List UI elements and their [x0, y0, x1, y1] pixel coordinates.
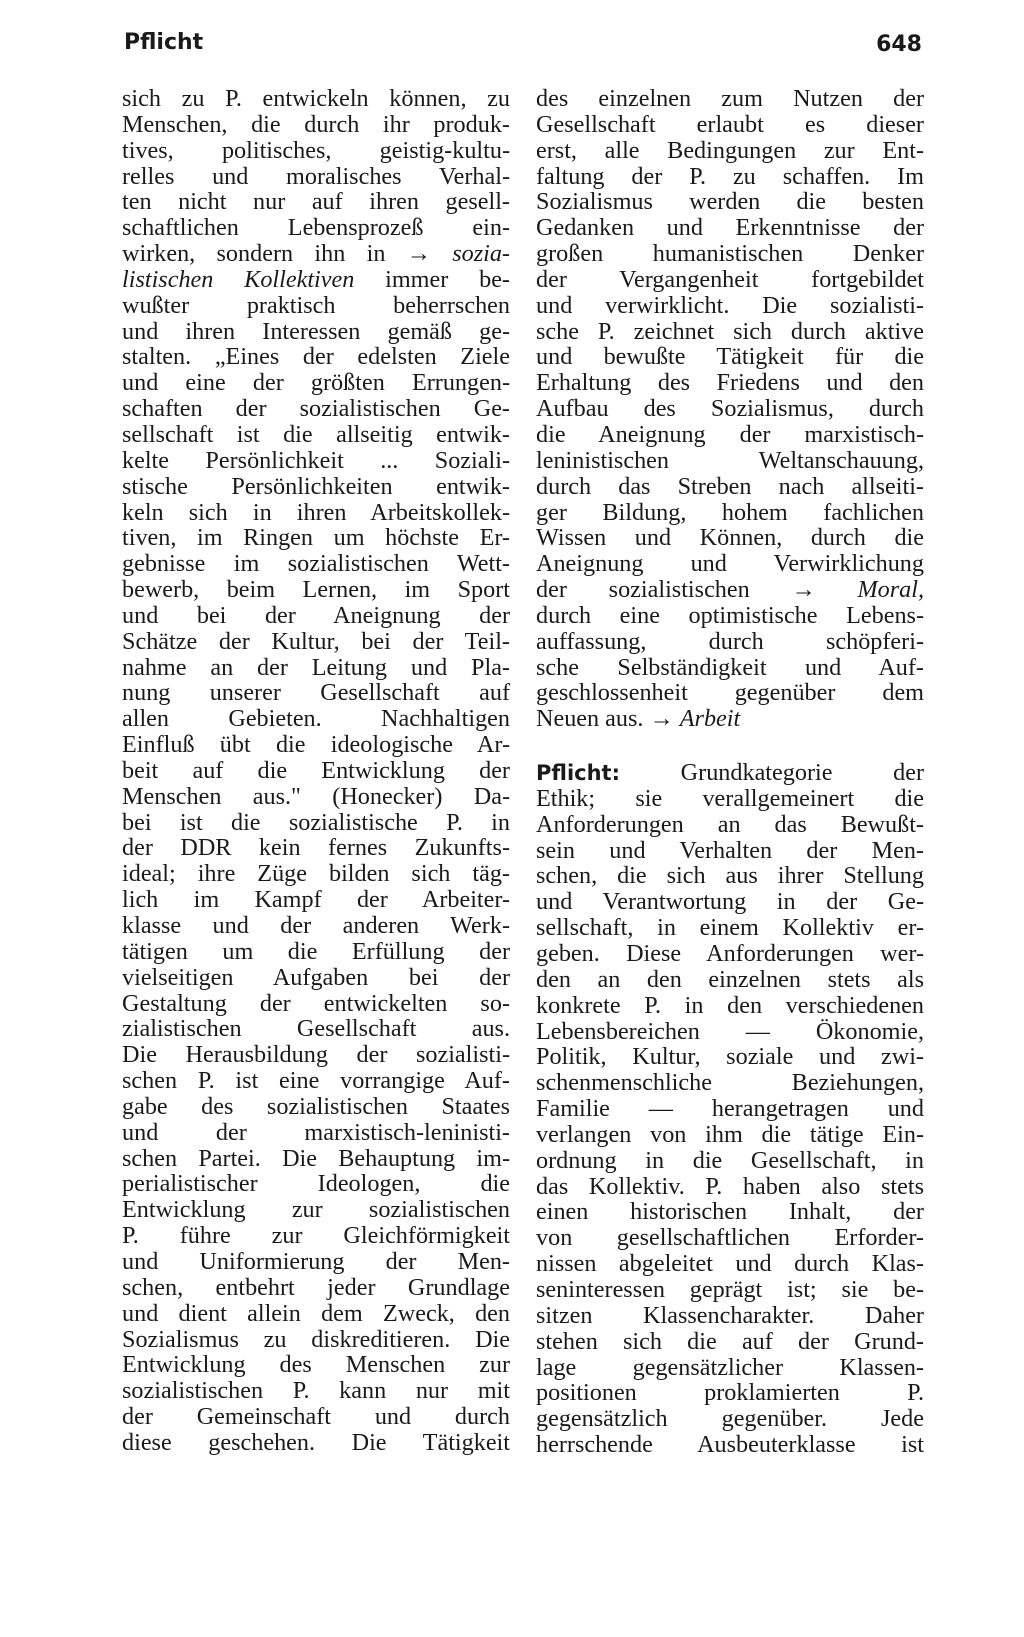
text-line: Familie — herangetragen und — [536, 1095, 924, 1123]
text-line: Aneignung und Verwirklichung — [536, 550, 924, 578]
text-line: und Verantwortung in der Ge- — [536, 888, 924, 916]
text-line: keln sich in ihren Arbeitskollek- — [122, 498, 510, 526]
text-line: Menschen, die durch ihr produk- — [122, 110, 510, 138]
text-line: sozialistischen P. kann nur mit — [122, 1377, 510, 1405]
text-line: konkrete P. in den verschiedenen — [536, 991, 924, 1019]
text-line: ordnung in die Gesellschaft, in — [536, 1146, 924, 1174]
text-line: stische Persönlichkeiten entwik- — [122, 472, 510, 500]
entry-separator — [536, 732, 924, 760]
text-line: schenmenschliche Beziehungen, — [536, 1069, 924, 1097]
text-line: schen P. ist eine vorrangige Auf- — [122, 1067, 510, 1095]
text-line: sche Selbständigkeit und Auf- — [536, 653, 924, 681]
text-line: klasse und der anderen Werk- — [122, 912, 510, 939]
text-line: Schätze der Kultur, bei der Teil- — [122, 627, 510, 655]
text-line: kelte Persönlichkeit ... Soziali- — [122, 446, 510, 474]
text-line: Ethik; sie verallgemeinert die — [536, 784, 924, 812]
text-line: durch das Streben nach allseiti- — [536, 472, 924, 500]
text-line: von gesellschaftlichen Erforder- — [536, 1224, 924, 1252]
text-line: durch eine optimistische Lebens- — [536, 601, 924, 629]
text-line: stehen sich die auf der Grund- — [536, 1327, 924, 1355]
text-line: tätigen um die Erfüllung der — [122, 937, 510, 965]
text-line: zialistischen Gesellschaft aus. — [122, 1015, 510, 1043]
text-line: leninistischen Weltanschauung, — [536, 446, 924, 474]
text-line: Die Herausbildung der sozialisti- — [122, 1041, 510, 1069]
text-line: der DDR kein fernes Zukunfts- — [122, 834, 510, 862]
text-line: diese geschehen. Die Tätigkeit — [122, 1428, 510, 1456]
entry-pflicht — [536, 760, 924, 1458]
text-line: sche P. zeichnet sich durch aktive — [536, 317, 924, 345]
entry-continuation — [536, 86, 924, 732]
text-line: sich zu P. entwickeln können, zu — [122, 85, 510, 112]
text-line: und eine der größten Errungen- — [122, 369, 510, 397]
text-line: und dient allein dem Zweck, den — [122, 1299, 510, 1327]
text-line: Sozialismus zu diskreditieren. Die — [122, 1325, 510, 1353]
text-line: und bei der Aneignung der — [122, 601, 510, 629]
text-line: schaften der sozialistischen Ge- — [122, 395, 510, 423]
text-line: gebnisse im sozialistischen Wett- — [122, 550, 510, 578]
text-line: nissen abgeleitet und durch Klas- — [536, 1250, 924, 1278]
text-line: sellschaft ist die allseitig entwik- — [122, 420, 510, 448]
text-line: schaftlichen Lebensprozeß ein- — [122, 214, 510, 242]
text-line: allen Gebieten. Nachhaltigen — [122, 705, 510, 733]
text-line: beit auf die Entwicklung der — [122, 756, 510, 784]
text-line: nahme an der Leitung und Pla- — [122, 653, 510, 681]
left-text-column — [122, 86, 510, 1456]
text-line: seninteressen geprägt ist; sie be- — [536, 1275, 924, 1303]
text-line: bei ist die sozialistische P. in — [122, 808, 510, 836]
text-line: faltung der P. zu schaffen. Im — [536, 162, 924, 190]
text-line: einen historischen Inhalt, der — [536, 1198, 924, 1226]
cross-reference: Arbeit — [679, 705, 741, 733]
cross-reference: listischen Kollektiven — [122, 265, 355, 293]
text-line: der Gemeinschaft und durch — [122, 1403, 510, 1431]
text-line: schen, die sich aus ihrer Stellung — [536, 862, 924, 890]
text-line: verlangen von ihm die tätige Ein- — [536, 1120, 924, 1148]
text-line: und der marxistisch-leninisti- — [122, 1118, 510, 1146]
text-line: lage gegensätzlicher Klassen- — [536, 1353, 924, 1381]
text-line: sein und Verhalten der Men- — [536, 836, 924, 864]
text-line: die Aneignung der marxistisch- — [536, 420, 924, 448]
text-line: gabe des sozialistischen Staates — [122, 1092, 510, 1120]
text-line: schen Partei. Die Behauptung im- — [122, 1144, 510, 1172]
text-line: P. führe zur Gleichförmigkeit — [122, 1222, 510, 1250]
text-line: relles und moralisches Verhal- — [122, 162, 510, 190]
text-line: Politik, Kultur, soziale und zwi- — [536, 1043, 924, 1071]
text-line: tiven, im Ringen um höchste Er- — [122, 524, 510, 552]
text-line: und ihren Interessen gemäß ge- — [122, 317, 510, 345]
text-line: auffassung, durch schöpferi- — [536, 627, 924, 655]
text-line: lich im Kampf der Arbeiter- — [122, 886, 510, 914]
text-line: sellschaft, in einem Kollektiv er- — [536, 914, 924, 942]
text-line: und Uniformierung der Men- — [122, 1247, 510, 1275]
text-line: perialistischer Ideologen, die — [122, 1170, 510, 1198]
text-line: Erhaltung des Friedens und den — [536, 369, 924, 397]
cross-reference: Moral, — [857, 576, 924, 604]
text-line: vielseitigen Aufgaben bei der — [122, 963, 510, 991]
text-line: tives, politisches, geistig-kultu- — [122, 136, 510, 164]
text-line: herrschende Ausbeuterklasse ist — [536, 1431, 924, 1459]
text-line: gegensätzlich gegenüber. Jede — [536, 1405, 924, 1433]
text-line: Gesellschaft erlaubt es dieser — [536, 110, 924, 138]
text-line: geschlossenheit gegenüber dem — [536, 679, 924, 707]
cross-reference: sozia- — [452, 240, 510, 268]
text-line: Wissen und Können, durch die — [536, 524, 924, 552]
text-line: Entwicklung des Menschen zur — [122, 1351, 510, 1379]
page-number: 648 — [876, 32, 922, 57]
text-line: positionen proklamierten P. — [536, 1379, 924, 1407]
text-line: ideal; ihre Züge bilden sich täg- — [122, 860, 510, 888]
text-line: Gestaltung der entwickelten so- — [122, 989, 510, 1017]
text-line: stalten. „Eines der edelsten Ziele — [122, 343, 510, 371]
text-line: Entwicklung zur sozialistischen — [122, 1196, 510, 1224]
text-line: listischen Kollektiven immer be- — [122, 265, 510, 293]
entry-first-line — [536, 760, 924, 786]
text-line: nung unserer Gesellschaft auf — [122, 679, 510, 707]
text-line: Gedanken und Erkenntnisse der — [536, 214, 924, 242]
text-line: Einfluß übt die ideologische Ar- — [122, 731, 510, 759]
text-line: und verwirklicht. Die sozialisti- — [536, 291, 924, 319]
text-line: bewerb, beim Lernen, im Sport — [122, 576, 510, 604]
right-text-column — [536, 86, 924, 1458]
text-line: Neuen aus. → Arbeit — [536, 705, 741, 733]
entry-first-line-text: Grundkategorie der — [680, 759, 925, 787]
text-line: geben. Diese Anforderungen wer- — [536, 940, 924, 967]
text-line: Lebensbereichen — Ökonomie, — [536, 1017, 924, 1045]
text-line: der Vergangenheit fortgebildet — [536, 265, 924, 293]
text-line: schen, entbehrt jeder Grundlage — [122, 1273, 510, 1301]
text-line: wußter praktisch beherrschen — [122, 291, 510, 319]
running-head: Pflicht — [124, 30, 204, 55]
text-line: das Kollektiv. P. haben also stets — [536, 1172, 924, 1200]
text-line: großen humanistischen Denker — [536, 240, 924, 268]
text-line: der sozialistischen → Moral, — [536, 576, 924, 604]
text-line: des einzelnen zum Nutzen der — [536, 85, 924, 112]
text-line: sitzen Klassencharakter. Daher — [536, 1301, 924, 1329]
headword: Pflicht: — [536, 761, 620, 786]
text-line: Anforderungen an das Bewußt- — [536, 810, 924, 838]
text-line: ten nicht nur auf ihren gesell- — [122, 188, 510, 216]
text-line: den an den einzelnen stets als — [536, 965, 924, 993]
text-line: wirken, sondern ihn in → sozia- — [122, 240, 510, 268]
text-line: Sozialismus werden die besten — [536, 188, 924, 216]
text-line: und bewußte Tätigkeit für die — [536, 343, 924, 371]
text-line: erst, alle Bedingungen zur Ent- — [536, 136, 924, 164]
text-line: Aufbau des Sozialismus, durch — [536, 395, 924, 423]
text-line: ger Bildung, hohem fachlichen — [536, 498, 924, 526]
text-line: Menschen aus." (Honecker) Da- — [122, 782, 510, 810]
